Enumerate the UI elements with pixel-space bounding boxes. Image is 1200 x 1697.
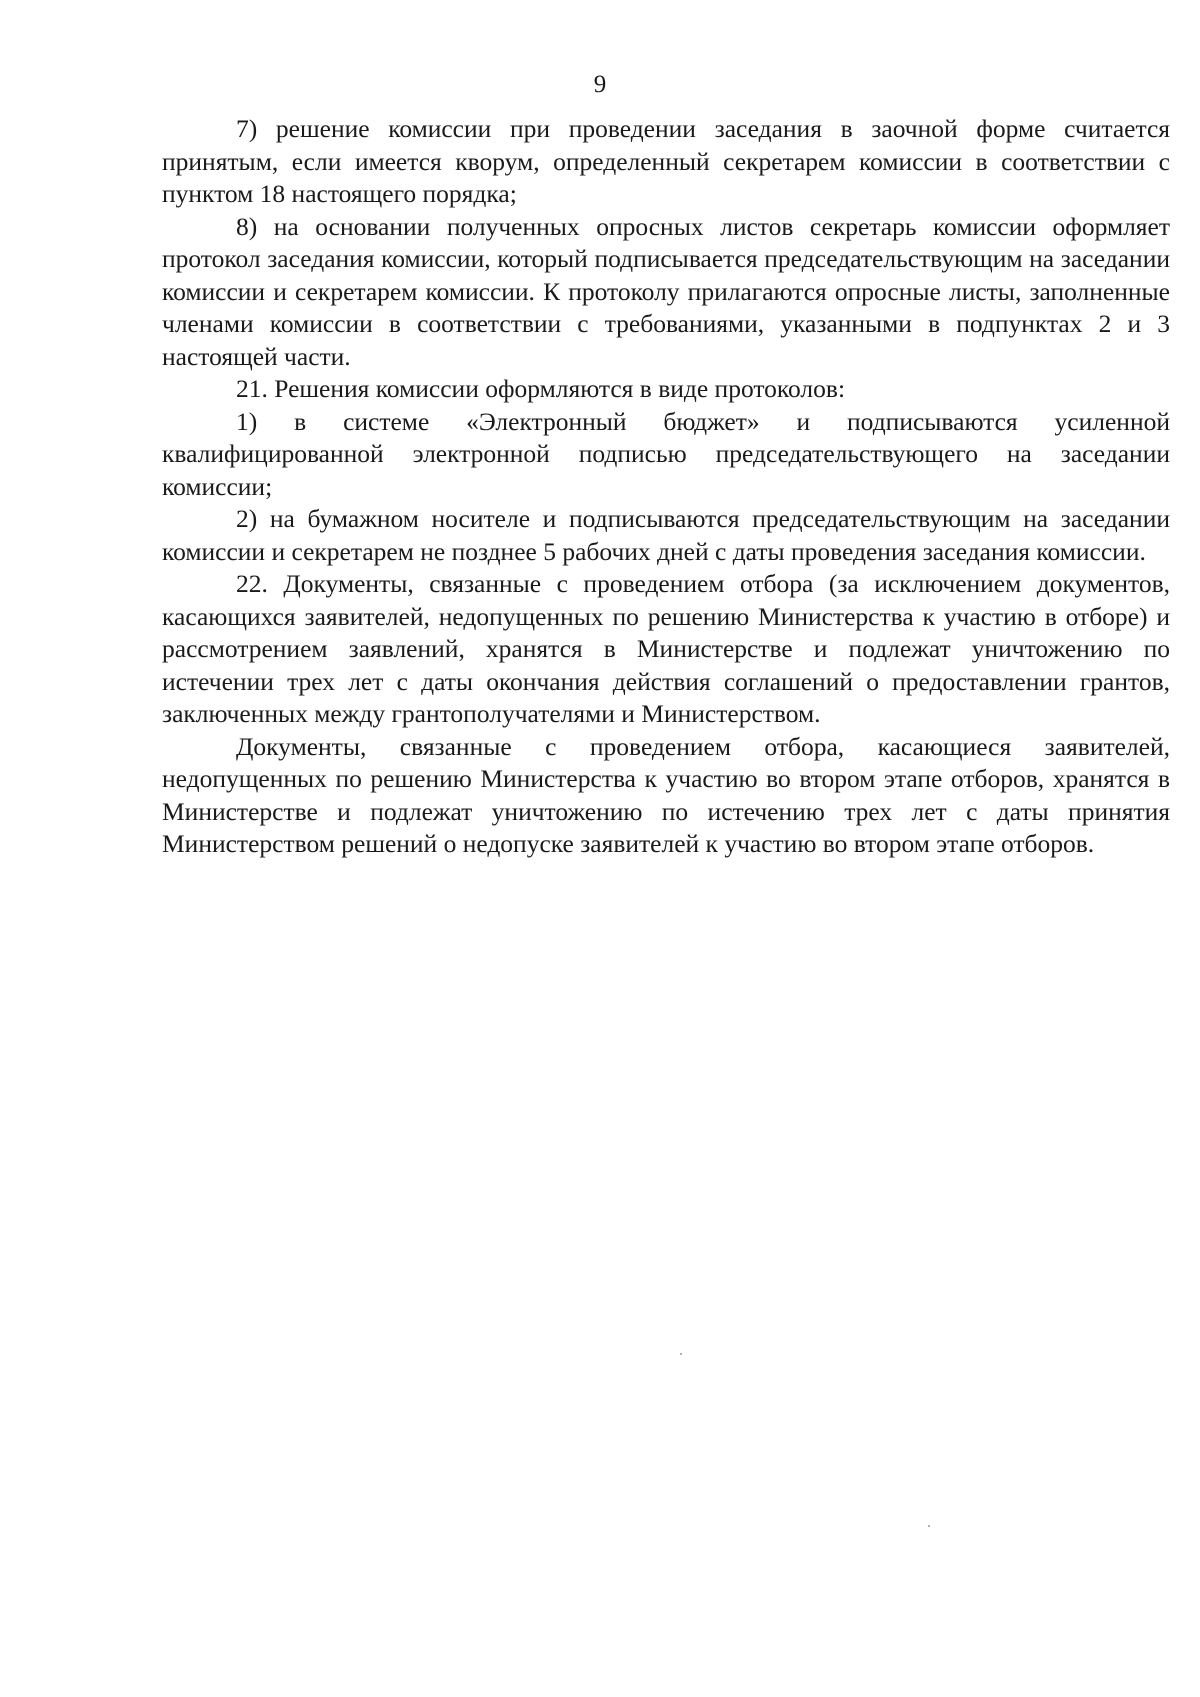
scan-speck (680, 1353, 682, 1355)
paragraph-21-item-2: 2) на бумажном носителе и подписываются председательствующим на заседании комиссии и секретарем не позднее 5 рабочих дней с даты проведения заседания комиссии. (162, 504, 1170, 566)
paragraph-item-8: 8) на основании полученных опросных листов секретарь комиссии оформляет протокол заседания комиссии, который подписывается председательствующим на заседании комиссии и секретарем комиссии. К протоколу прилагаются опросные листы, заполненные членами комиссии в соответствии с требованиями, указанными в подпунктах 2 и 3 настоящей части. (162, 211, 1170, 371)
page-number: 9 (593, 71, 607, 98)
paragraph-21: 21. Решения комиссии оформляются в виде протоколов: (236, 374, 846, 403)
paragraph-22: 22. Документы, связанные с проведением отбора (за исключением документов, касающихся заявителей, недопущенных по решению Министерства к участию в отборе) и рассмотрением заявлений, хранятся в Министерстве и подлежат уничтожению по истечении трех лет с даты окончания действия соглашений о предоставлении грантов, заключенных между грантополучателями и Министерством. (162, 569, 1170, 728)
paragraph-21-item-1: 1) в системе «Электронный бюджет» и подписываются усиленной квалифицированной электронной подписью председательствующего на заседании комиссии; (162, 406, 1170, 501)
paragraph-item-7: 7) решение комиссии при проведении заседания в заочной форме считается принятым, если имеется кворум, определенный секретарем комиссии в соответствии с пунктом 18 настоящего порядка; (162, 114, 1170, 208)
document-body (162, 113, 1170, 861)
paragraph-22-continuation: Документы, связанные с проведением отбора, касающиеся заявителей, недопущенных по решению Министерства к участию во втором этапе отборов, хранятся в Министерстве и подлежат уничтожению по истечению трех лет с даты принятия Министерством решений о недопуске заявителей к участию во втором этапе отборов. (162, 731, 1170, 858)
scan-speck (928, 1525, 930, 1527)
